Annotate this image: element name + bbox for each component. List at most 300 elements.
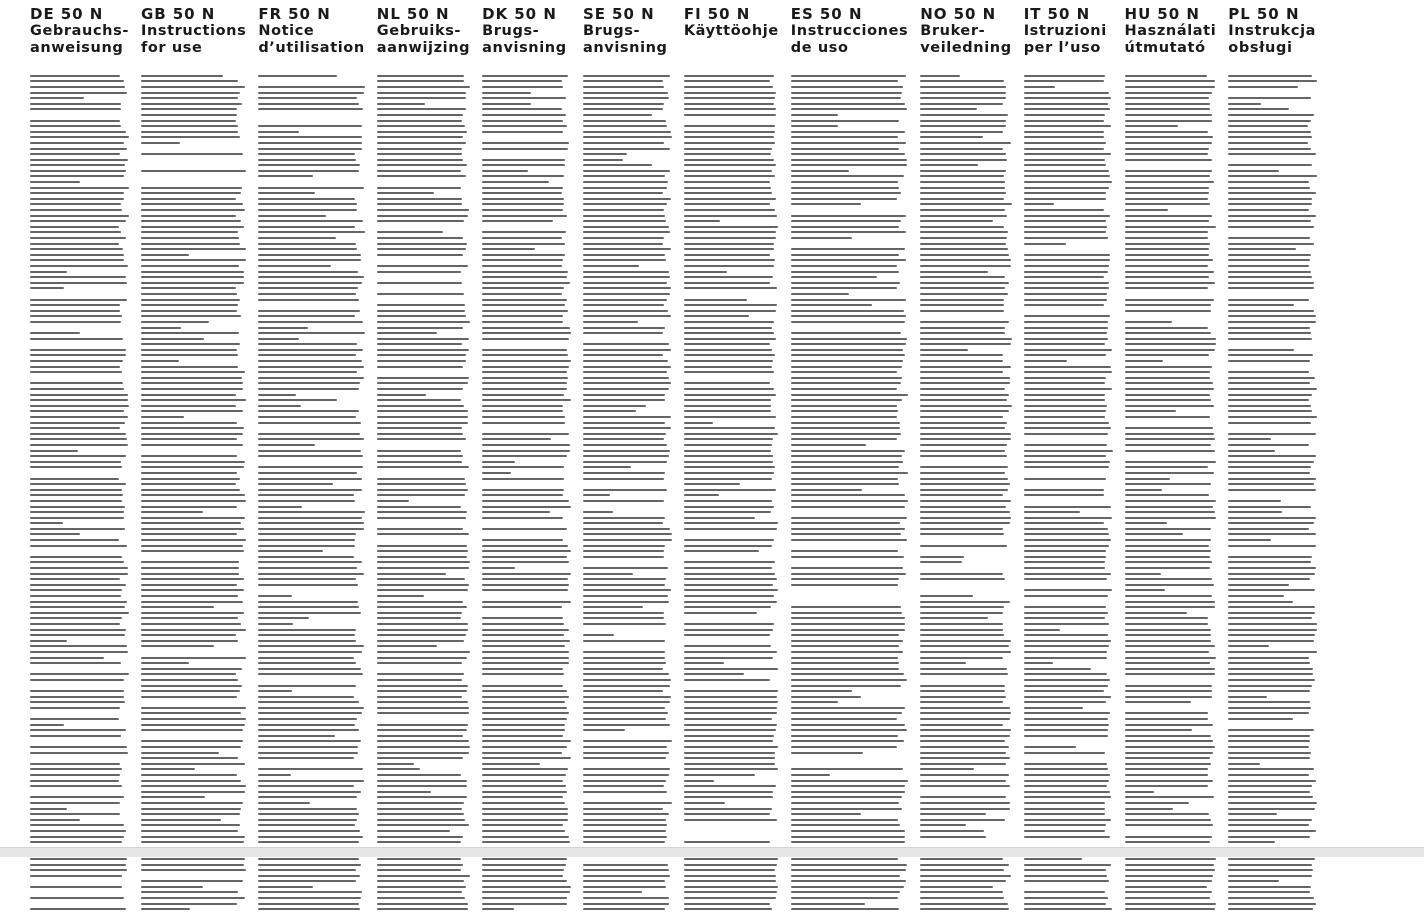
text-line: [258, 662, 356, 664]
text-line: [377, 511, 468, 513]
text-line: [1125, 237, 1209, 239]
text-line: [1228, 796, 1313, 798]
text-line: [583, 903, 669, 905]
text-line: [1125, 690, 1213, 692]
text-line: [1024, 410, 1106, 412]
text-line: [258, 718, 357, 720]
text-line: [141, 248, 246, 250]
text-line: [1125, 612, 1187, 614]
text-line: [258, 645, 364, 647]
text-line: [1228, 136, 1312, 138]
text-line: [920, 427, 1005, 429]
text-line: [482, 175, 563, 177]
text-line: [1125, 685, 1213, 687]
text-line: [1125, 254, 1210, 256]
text-line: [684, 416, 776, 418]
text-line: [684, 561, 775, 563]
text-line: [258, 819, 356, 821]
text-line: [30, 752, 128, 754]
text-line: [791, 97, 902, 99]
text-line: [482, 869, 564, 871]
text-line: [1228, 450, 1274, 452]
text-line: [791, 92, 902, 94]
text-line: [141, 332, 239, 334]
text-line: [1024, 203, 1054, 205]
text-line: [920, 170, 1006, 172]
text-line: [791, 685, 901, 687]
text-line: [377, 120, 462, 122]
text-line: [30, 573, 128, 575]
text-line: [1228, 545, 1316, 547]
text-line: [920, 472, 1005, 474]
text-line: [920, 405, 1011, 407]
text-line: [1024, 634, 1108, 636]
text-line: [377, 556, 468, 558]
text-line: [258, 478, 362, 480]
text-line: [583, 690, 663, 692]
text-line: [583, 724, 670, 726]
text-line: [141, 265, 239, 267]
text-line: [1228, 427, 1317, 429]
text-line: [791, 897, 899, 899]
text-line: [1125, 136, 1214, 138]
text-line: [258, 533, 356, 535]
text-line: [684, 366, 772, 368]
text-line: [1024, 640, 1111, 642]
text-line: [1125, 92, 1213, 94]
text-line: [583, 500, 664, 502]
text-line: [920, 103, 1003, 105]
text-line: [30, 181, 80, 183]
text-line: [920, 136, 983, 138]
text-line: [684, 601, 777, 603]
text-line: [1228, 735, 1310, 737]
text-line: [684, 707, 777, 709]
text-line: [583, 606, 643, 608]
text-line: [377, 791, 431, 793]
text-line: [791, 561, 908, 563]
text-line: [1125, 472, 1215, 474]
text-line: [482, 780, 563, 782]
text-line: [1024, 483, 1113, 485]
text-line: [791, 752, 863, 754]
text-line: [30, 343, 129, 345]
text-line: [482, 125, 566, 127]
text-line: [258, 830, 359, 832]
text-line: [1125, 595, 1212, 597]
text-line: [1125, 382, 1213, 384]
text-line: [377, 299, 470, 301]
text-line: [583, 701, 670, 703]
body-text: [141, 73, 246, 912]
text-line: [377, 472, 470, 474]
text-line: [258, 634, 354, 636]
text-line: [791, 327, 908, 329]
text-line: [1125, 858, 1216, 860]
text-line: [258, 433, 360, 435]
text-line: [791, 159, 907, 161]
text-line: [30, 757, 129, 759]
text-line: [30, 774, 120, 776]
text-line: [1228, 209, 1308, 211]
text-line: [1228, 142, 1308, 144]
text-line: [1024, 740, 1113, 742]
text-line: [920, 175, 1004, 177]
text-line: [1228, 612, 1315, 614]
text-line: [920, 690, 1004, 692]
text-line: [377, 136, 464, 138]
text-line: [1228, 595, 1284, 597]
text-line: [377, 192, 434, 194]
text-line: [1228, 332, 1310, 334]
text-line: [1024, 545, 1109, 547]
language-header: ES 50 N: [790, 5, 863, 23]
text-line: [920, 327, 1005, 329]
text-line: [684, 858, 778, 860]
text-line: [1125, 259, 1214, 261]
text-line: [791, 891, 900, 893]
text-line: [583, 567, 668, 569]
text-line: [583, 271, 669, 273]
text-line: [583, 136, 672, 138]
column-title: Gebrauchs- anweisung: [30, 23, 129, 56]
text-line: [583, 466, 631, 468]
text-line: [1228, 886, 1311, 888]
text-line: [1125, 231, 1209, 233]
text-line: [1024, 584, 1113, 586]
text-line: [583, 522, 663, 524]
text-line: [1125, 757, 1211, 759]
text-line: [30, 494, 123, 496]
text-line: [482, 377, 567, 379]
text-line: [258, 539, 355, 541]
text-line: [791, 578, 899, 580]
text-line: [920, 668, 1006, 670]
text-line: [791, 903, 866, 905]
column-title: Instructions for use: [140, 23, 247, 56]
text-line: [377, 86, 470, 88]
text-line: [1228, 690, 1310, 692]
text-line: [1024, 864, 1111, 866]
text-line: [791, 259, 907, 261]
text-line: [583, 869, 669, 871]
text-line: [377, 243, 467, 245]
text-line: [377, 869, 462, 871]
text-line: [30, 640, 67, 642]
text-line: [377, 757, 463, 759]
text-line: [1228, 808, 1315, 810]
text-line: [482, 338, 569, 340]
text-line: [377, 203, 462, 205]
text-line: [1024, 679, 1110, 681]
text-line: [258, 226, 355, 228]
text-line: [258, 181, 364, 183]
text-line: [258, 422, 361, 424]
text-line: [1125, 897, 1211, 899]
text-line: [30, 908, 126, 910]
text-line: [30, 897, 124, 899]
text-line: [583, 589, 671, 591]
body-text: [684, 73, 779, 912]
text-line: [684, 595, 774, 597]
text-line: [583, 729, 625, 731]
text-line: [1125, 864, 1214, 866]
text-line: [583, 545, 665, 547]
text-line: [1228, 640, 1314, 642]
text-line: [1125, 271, 1215, 273]
language-header: PL 50 N: [1228, 5, 1300, 23]
text-line: [1024, 142, 1106, 144]
text-line: [791, 108, 907, 110]
text-line: [258, 836, 362, 838]
text-line: [258, 528, 364, 530]
text-line: [1228, 858, 1315, 860]
text-line: [141, 259, 246, 261]
text-line: [377, 410, 468, 412]
text-line: [482, 293, 562, 295]
text-line: [141, 506, 237, 508]
text-line: [258, 567, 357, 569]
text-line: [583, 254, 665, 256]
text-line: [1024, 707, 1083, 709]
text-line: [482, 517, 563, 519]
text-line: [30, 265, 128, 267]
text-line: [791, 371, 897, 373]
text-line: [1228, 422, 1311, 424]
text-line: [791, 489, 862, 491]
text-line: [482, 472, 511, 474]
text-line: [583, 634, 614, 636]
text-line: [920, 304, 1004, 306]
text-line: [684, 466, 775, 468]
text-line: [141, 780, 241, 782]
text-line: [920, 494, 1003, 496]
text-line: [920, 237, 1007, 239]
body-text: [482, 73, 571, 912]
text-line: [920, 360, 1003, 362]
text-line: [258, 321, 363, 323]
text-line: [920, 578, 1005, 580]
text-line: [30, 679, 124, 681]
text-line: [920, 489, 1007, 491]
text-line: [1024, 612, 1109, 614]
text-line: [920, 617, 988, 619]
text-line: [141, 287, 236, 289]
text-line: [377, 506, 461, 508]
text-line: [920, 366, 1010, 368]
text-line: [30, 349, 126, 351]
text-line: [482, 220, 553, 222]
text-line: [141, 712, 241, 714]
text-line: [791, 187, 900, 189]
text-line: [141, 897, 245, 899]
text-line: [583, 746, 667, 748]
text-line: [141, 696, 237, 698]
text-line: [1024, 601, 1113, 603]
text-line: [791, 768, 903, 770]
text-line: [920, 545, 1007, 547]
text-line: [684, 567, 772, 569]
text-line: [684, 103, 774, 105]
text-line: [1228, 405, 1310, 407]
text-line: [377, 478, 465, 480]
text-line: [30, 131, 126, 133]
text-line: [258, 299, 359, 301]
text-line: [258, 315, 355, 317]
text-line: [684, 718, 773, 720]
text-line: [791, 729, 907, 731]
text-line: [1228, 908, 1313, 910]
text-line: [482, 259, 562, 261]
text-line: [1228, 791, 1310, 793]
text-line: [791, 763, 908, 765]
text-line: [1228, 153, 1315, 155]
text-line: [583, 142, 664, 144]
text-line: [920, 858, 1002, 860]
text-line: [482, 243, 565, 245]
text-line: [377, 466, 470, 468]
text-line: [1228, 903, 1316, 905]
text-line: [791, 164, 908, 166]
page-bottom-edge: [0, 847, 1424, 857]
text-line: [377, 461, 462, 463]
text-line: [1125, 768, 1209, 770]
text-line: [1228, 601, 1293, 603]
text-line: [482, 461, 515, 463]
text-line: [1125, 461, 1217, 463]
text-line: [920, 757, 1009, 759]
text-line: [482, 444, 569, 446]
text-line: [482, 506, 571, 508]
text-line: [791, 701, 838, 703]
text-line: [1125, 455, 1217, 457]
text-line: [791, 584, 898, 586]
text-line: [30, 203, 121, 205]
text-line: [1125, 796, 1215, 798]
text-line: [1228, 645, 1268, 647]
text-line: [141, 97, 238, 99]
text-line: [1024, 729, 1108, 731]
text-line: [377, 864, 463, 866]
text-line: [1228, 494, 1317, 496]
text-line: [482, 321, 563, 323]
text-line: [920, 478, 1007, 480]
text-line: [583, 461, 667, 463]
text-line: [258, 170, 359, 172]
text-line: [1228, 500, 1281, 502]
text-line: [791, 254, 899, 256]
text-line: [1024, 187, 1109, 189]
text-line: [377, 875, 470, 877]
text-line: [791, 651, 904, 653]
text-line: [684, 796, 773, 798]
text-line: [482, 595, 571, 597]
text-line: [30, 450, 78, 452]
text-line: [1228, 226, 1314, 228]
text-line: [141, 601, 243, 603]
text-line: [258, 394, 296, 396]
text-line: [583, 131, 671, 133]
text-line: [377, 438, 467, 440]
language-header: DE 50 N: [30, 5, 104, 23]
text-line: [920, 808, 1010, 810]
text-line: [1228, 724, 1317, 726]
column-title: Käyttöohje: [683, 23, 779, 39]
text-line: [482, 265, 562, 267]
text-line: [1228, 203, 1311, 205]
text-line: [684, 142, 775, 144]
text-line: [258, 707, 364, 709]
text-line: [1228, 377, 1314, 379]
text-line: [920, 735, 1010, 737]
text-line: [30, 136, 129, 138]
text-line: [1228, 506, 1311, 508]
text-line: [482, 718, 567, 720]
text-line: [258, 332, 364, 334]
text-line: [1024, 606, 1106, 608]
text-line: [30, 332, 80, 334]
text-line: [1024, 724, 1110, 726]
text-line: [583, 153, 627, 155]
text-line: [1024, 550, 1106, 552]
text-line: [377, 153, 462, 155]
text-line: [583, 97, 669, 99]
text-line: [141, 276, 244, 278]
text-line: [684, 472, 774, 474]
text-line: [684, 209, 775, 211]
text-line: [684, 875, 776, 877]
text-line: [258, 556, 354, 558]
text-line: [684, 80, 770, 82]
text-line: [1125, 707, 1217, 709]
text-line: [1125, 573, 1162, 575]
text-line: [791, 494, 905, 496]
text-line: [1125, 131, 1209, 133]
text-line: [141, 539, 246, 541]
language-column-nl: [377, 0, 470, 912]
text-line: [1228, 662, 1309, 664]
text-line: [684, 399, 771, 401]
text-line: [377, 679, 463, 681]
language-header: FI 50 N: [683, 5, 751, 23]
text-line: [141, 489, 240, 491]
text-line: [482, 170, 528, 172]
text-line: [258, 757, 354, 759]
text-line: [141, 108, 237, 110]
text-line: [920, 220, 993, 222]
text-line: [684, 556, 779, 558]
text-line: [377, 405, 464, 407]
text-line: [791, 662, 899, 664]
text-line: [684, 338, 776, 340]
text-line: [258, 148, 362, 150]
text-line: [920, 774, 1009, 776]
text-line: [482, 237, 562, 239]
column-title: Használati útmutató: [1124, 23, 1217, 56]
text-line: [1125, 880, 1213, 882]
text-line: [141, 645, 214, 647]
text-line: [482, 634, 564, 636]
text-line: [141, 382, 243, 384]
text-line: [920, 192, 1006, 194]
text-line: [1024, 103, 1108, 105]
text-line: [1024, 712, 1110, 714]
text-line: [30, 282, 127, 284]
text-line: [141, 584, 237, 586]
text-line: [791, 466, 899, 468]
text-line: [920, 444, 1007, 446]
text-line: [583, 740, 672, 742]
